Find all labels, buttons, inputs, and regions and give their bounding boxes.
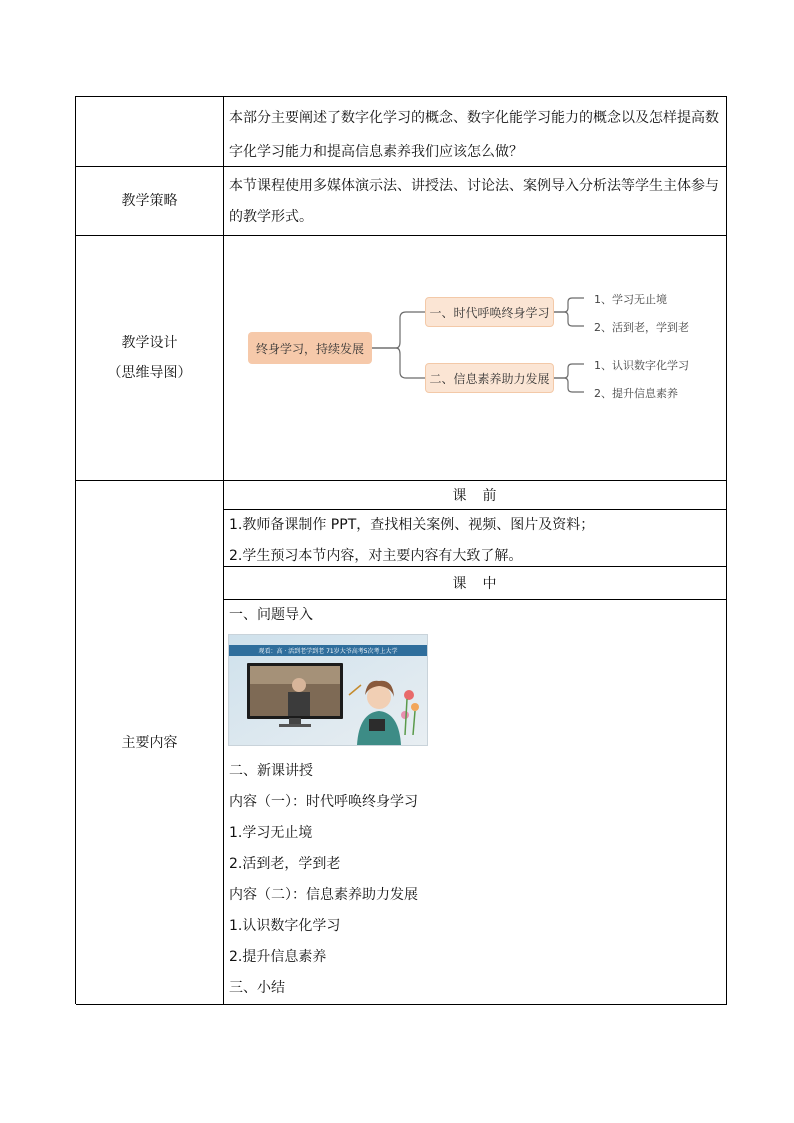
connector-root-branch2 [372, 348, 425, 378]
pre-class-title: 课 前 [452, 488, 498, 504]
video-caption-text: 观看：高 · 活到老学到老 71岁大爷高考5次考上大学 [258, 648, 398, 655]
mind-map [224, 236, 727, 480]
leaf-2-2: 2、提升信息素养 [594, 387, 678, 400]
row1-label-cell [76, 97, 224, 167]
design-label: 教学设计 [121, 335, 178, 351]
main-content-label: 主要内容 [121, 734, 178, 751]
pre-class-line-1: 1.教师备课制作 PPT，查找相关案例、视频、图片及资料； [229, 517, 595, 533]
in-class-content-cell [224, 600, 727, 1005]
branch-1-label: 一、时代呼唤终身学习 [429, 305, 550, 320]
connector-root-branch1 [372, 312, 425, 348]
summary-text: 本部分主要阐述了数字化学习的概念、数字化能学习能力的概念以及怎样提高数字化学习能力和提高信息素养我们应该怎么做？ [229, 110, 719, 160]
in-class-title: 课 中 [452, 576, 498, 592]
pre-class-title-cell [224, 481, 727, 510]
row1-content-cell [224, 97, 727, 167]
row4-label-cell [76, 481, 224, 1005]
leaf-1-1: 1、学习无止境 [594, 293, 667, 306]
branch-2-label: 二、信息素养助力发展 [429, 371, 550, 386]
row3-mindmap-cell [224, 236, 727, 481]
connector-b2-leaf1 [554, 364, 584, 378]
in-class-title-cell [224, 567, 727, 600]
strategy-label: 教学策略 [121, 193, 178, 209]
pre-class-line-2: 2.学生预习本节内容，对主要内容有大致了解。 [229, 548, 523, 564]
mind-map-branch-2 [425, 363, 554, 393]
content-line-4: 2.活到老，学到老 [229, 856, 341, 872]
video-screenshot-image [228, 634, 428, 746]
mind-map-root [248, 332, 372, 364]
content-line-1: 二、新课讲授 [229, 763, 313, 779]
pre-class-content-cell [224, 510, 727, 567]
connector-b2-leaf2 [554, 378, 584, 392]
leaf-1-2: 2、活到老，学到老 [594, 321, 689, 334]
content-line-8: 三、小结 [229, 980, 285, 996]
content-line-3: 1.学习无止境 [229, 825, 313, 841]
connector-b1-leaf2 [554, 312, 584, 326]
section-question-intro: 一、问题导入 [229, 607, 313, 623]
content-line-6: 1.认识数字化学习 [229, 918, 341, 934]
content-line-5: 内容（二）：信息素养助力发展 [229, 887, 418, 903]
video-screenshot-illustration [229, 635, 427, 745]
row2-label-cell [76, 167, 224, 236]
mind-map-root-label: 终身学习，持续发展 [255, 341, 364, 356]
row3-label-cell [76, 236, 224, 481]
connector-b1-leaf1 [554, 298, 584, 312]
content-line-2: 内容（一）：时代呼唤终身学习 [229, 794, 418, 810]
leaf-2-1: 1、认识数字化学习 [594, 359, 689, 372]
mind-map-branch-1 [425, 297, 554, 327]
row2-content-cell [224, 167, 727, 236]
lesson-plan-table [75, 96, 727, 1004]
strategy-text: 本节课程使用多媒体演示法、讲授法、讨论法、案例导入分析法等学生主体参与的教学形式。 [229, 178, 719, 225]
content-line-7: 2.提升信息素养 [229, 949, 327, 965]
design-sublabel: （思维导图） [107, 365, 192, 381]
